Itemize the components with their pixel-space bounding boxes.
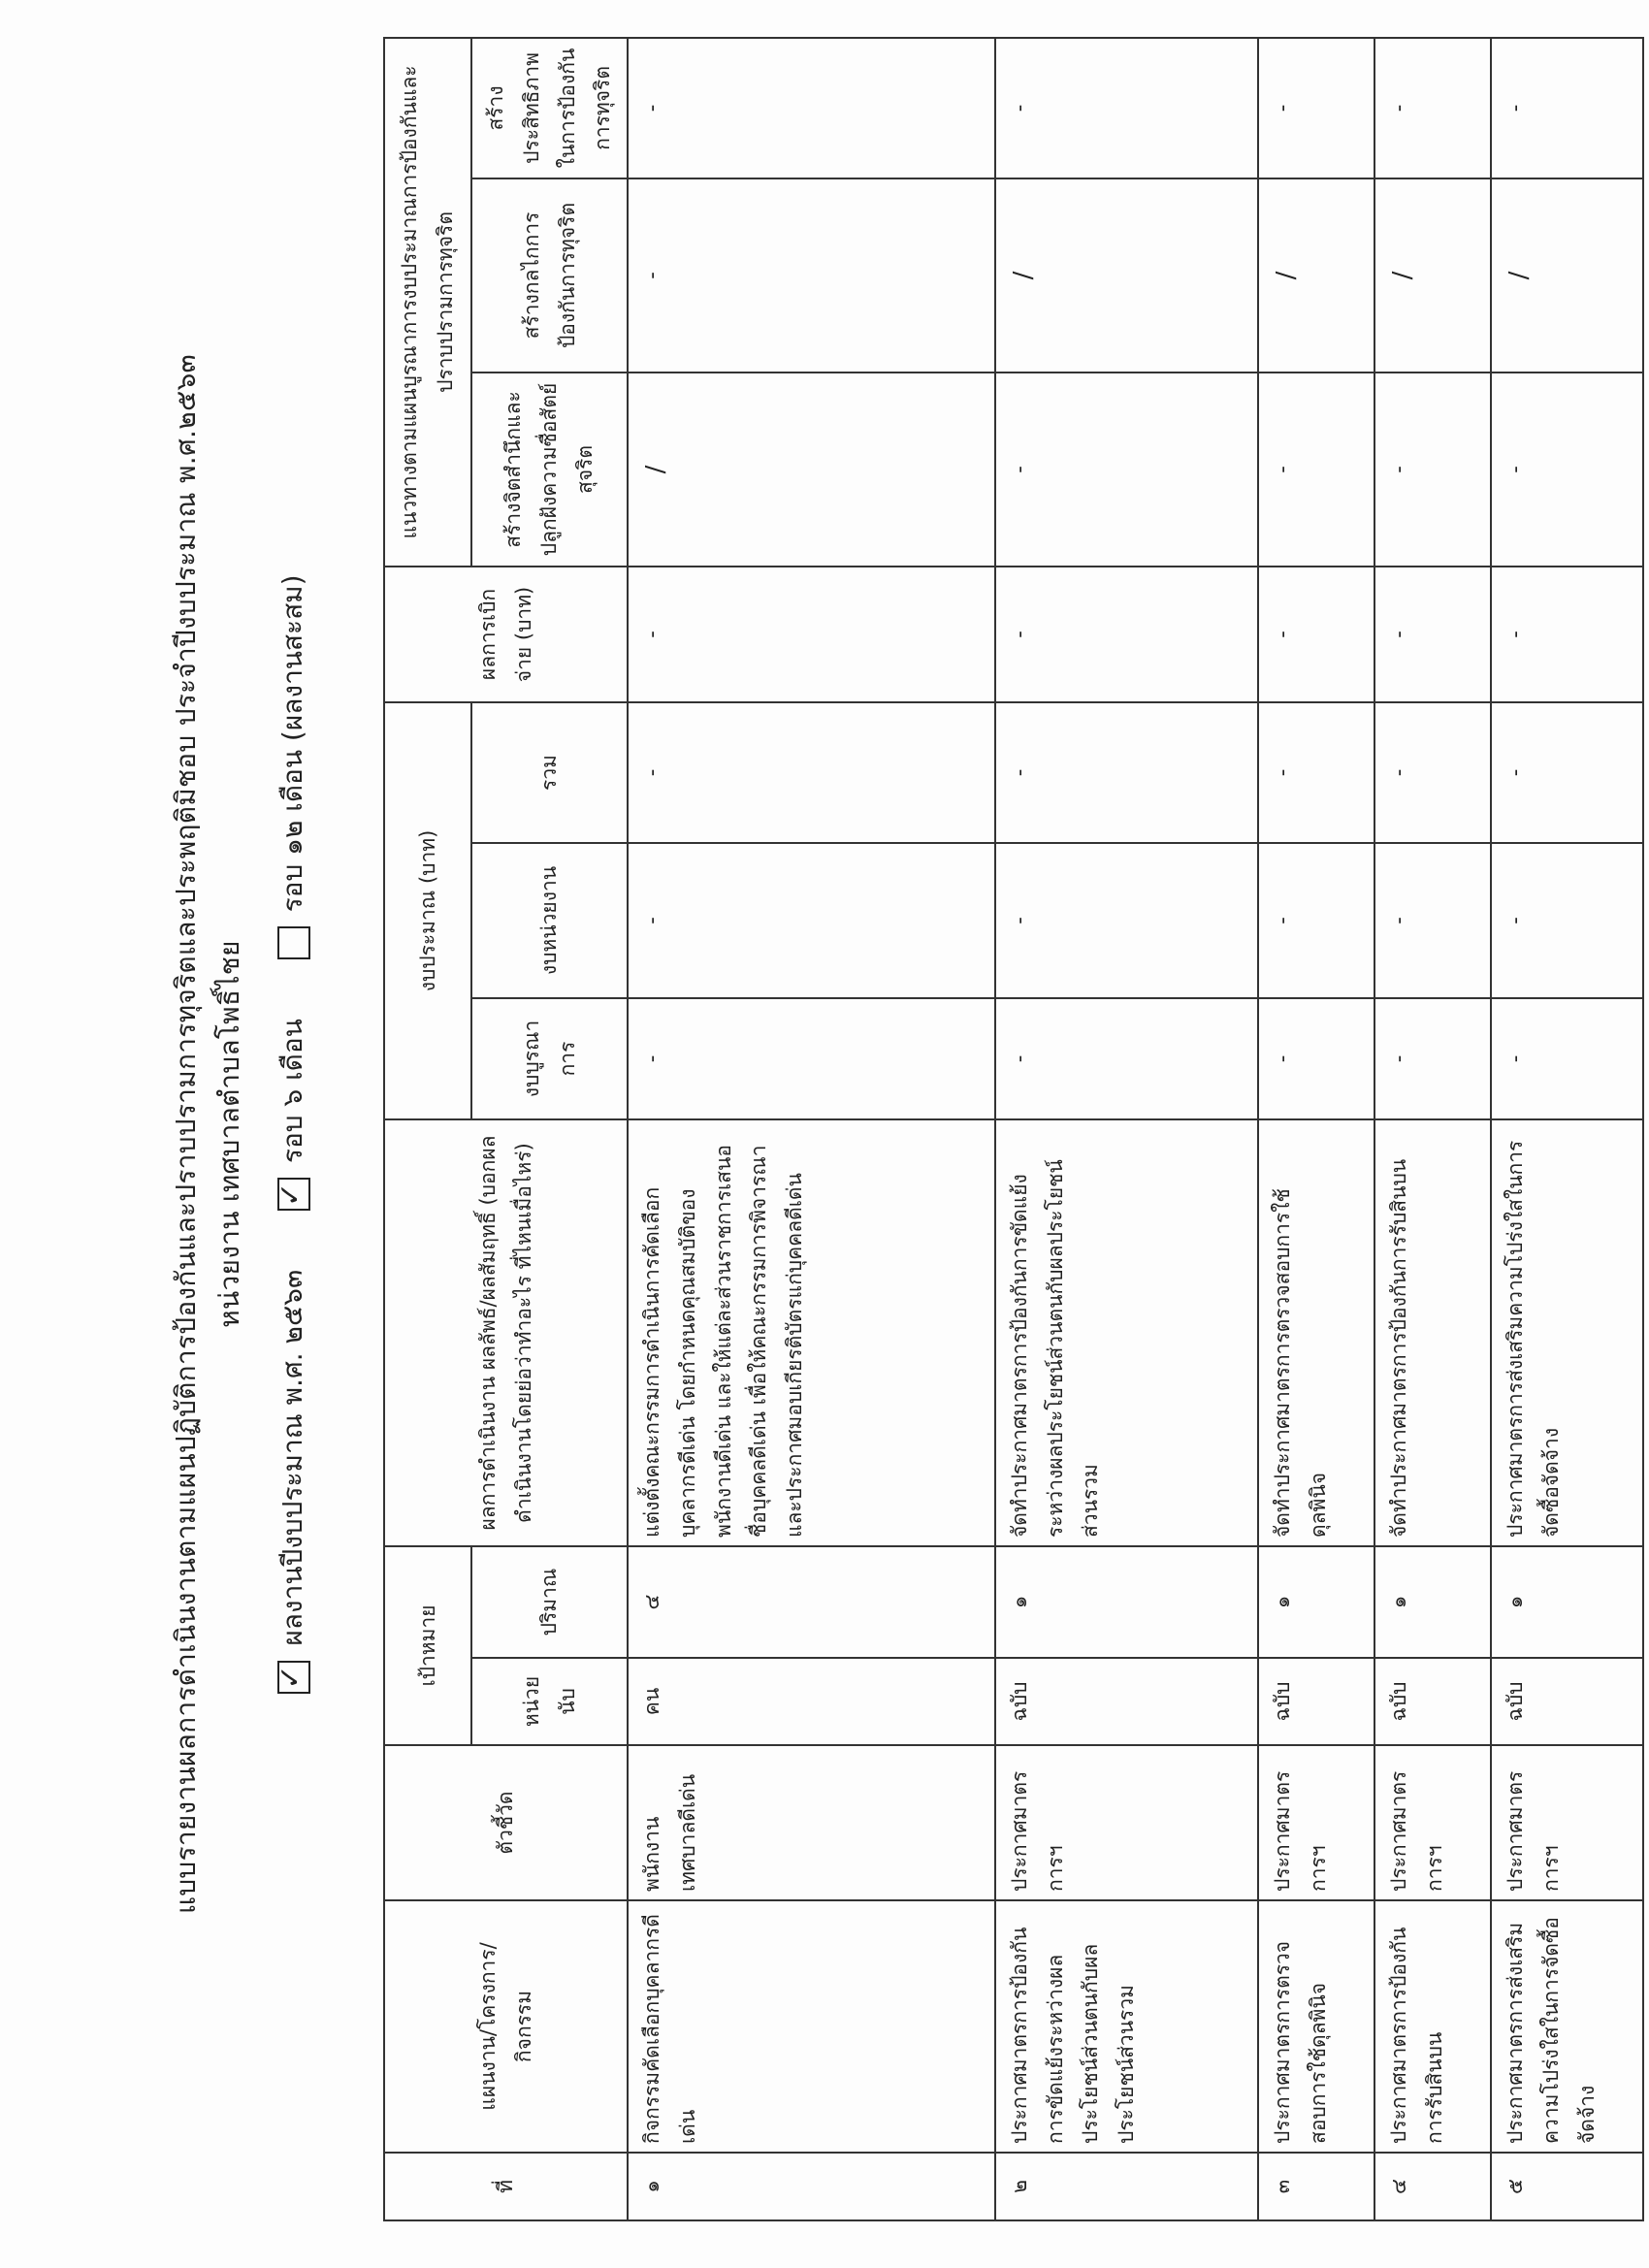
table-row [995,38,1258,2220]
cell-plan: ประกาศมาตรการตรวจสอบการใช้ดุลพินิจ [1258,1900,1374,2153]
cell-disbursed: - [1258,567,1374,702]
cell-guideline-2: / [1491,178,1643,373]
cell-budget-admin: - [1258,998,1374,1119]
cell-guideline-1: / [628,373,995,567]
report-period-options [272,0,314,2268]
checkbox-checked-icon [277,1178,310,1211]
header-budget: งบประมาณ (บาท) [384,702,471,1119]
cell-quantity: ๑ [995,1546,1258,1658]
cell-no: ๓ [1258,2153,1374,2220]
header-guideline-1: สร้างจิตสำนึกและปลูกฝังความซื่อสัตย์สุจริต [471,373,628,567]
cell-budget-admin: - [1374,998,1491,1119]
cell-no: ๕ [1491,2153,1643,2220]
cell-result: จัดทำประกาศมาตรการป้องกันการรับสินบน [1374,1119,1491,1546]
cell-guideline-2: - [628,178,995,373]
cell-guideline-1: - [1491,373,1643,567]
cell-budget-total: - [995,702,1258,843]
cell-guideline-2: / [1258,178,1374,373]
cell-unit: ฉบับ [1374,1658,1491,1745]
cell-result: แต่งตั้งคณะกรรมการดำเนินการคัดเลือกบุคลากรดีเด่น โดยกำหนดคุณสมบัติของพนักงานดีเด่น และให้แต่ละส่วนราชการเสนอชื่อบุคคลดีเด่น เพื่อให้คณะกรรมการพิจารณา และประกาศมอบเกียรติบัตรแก่บุคคลดีเด่น [628,1119,995,1546]
cell-unit: ฉบับ [1258,1658,1374,1745]
cell-guideline-3: - [1491,38,1643,178]
cell-indicator: พนักงานเทศบาลดีเด่น [628,1745,995,1900]
header-budget-unit: งบหน่วยงาน [471,843,628,998]
cell-budget-unit: - [1258,843,1374,998]
cell-budget-total: - [1491,702,1643,843]
cell-plan: ประกาศมาตรการป้องกันการขัดแย้งระหว่างผลประโยชน์ส่วนตนกับผลประโยชน์ส่วนรวม [995,1900,1258,2153]
option-12-months [272,574,314,959]
cell-unit: ฉบับ [1491,1658,1643,1745]
cell-disbursed: - [1491,567,1643,702]
header-disbursed: ผลการเบิกจ่าย (บาท) [384,567,628,702]
cell-budget-unit: - [628,843,995,998]
cell-result: จัดทำประกาศมาตรการป้องกันการขัดแย้งระหว่างผลประโยชน์ส่วนตนกับผลประโยชน์ส่วนรวม [995,1119,1258,1546]
cell-result: ประกาศมาตรการส่งเสริมความโปร่งใสในการจัดซื้อจัดจ้าง [1491,1119,1643,1546]
cell-no: ๑ [628,2153,995,2220]
header-result: ผลการดำเนินงาน ผลลัพธ์/ผลสัมฤทธิ์ (บอกผลดำเนินงานโดยย่อว่าทำอะไร ที่ไหนเมื่อไหร่) [384,1119,628,1546]
cell-indicator: ประกาศมาตรการฯ [1258,1745,1374,1900]
header-guideline-2: สร้างกลไกการป้องกันการทุจริต [471,178,628,373]
cell-quantity: ๑ [1491,1546,1643,1658]
cell-budget-admin: - [1491,998,1643,1119]
cell-indicator: ประกาศมาตรการฯ [995,1745,1258,1900]
agency-name: หน่วยงาน เทศบาลตำบลโพธิ์ไชย [213,940,245,1328]
cell-plan: กิจกรรมคัดเลือกบุคลากรดีเด่น [628,1900,995,2153]
cell-unit: ฉบับ [995,1658,1258,1745]
cell-budget-total: - [1258,702,1374,843]
table-row [1258,38,1374,2220]
table-row [628,38,995,2220]
header-unit: หน่วยนับ [471,1658,628,1745]
cell-guideline-3: - [628,38,995,178]
cell-quantity: ๔ [628,1546,995,1658]
cell-guideline-3: - [995,38,1258,178]
header-target: เป้าหมาย [384,1546,471,1745]
table-row [1374,38,1491,2220]
checkbox-empty-icon [277,926,310,959]
cell-guideline-3: - [1258,38,1374,178]
cell-budget-unit: - [995,843,1258,998]
header-indicator: ตัวชี้วัด [384,1745,628,1900]
option-label: รอบ ๖ เดือน [276,1019,308,1164]
cell-indicator: ประกาศมาตรการฯ [1491,1745,1643,1900]
cell-guideline-3: - [1374,38,1491,178]
cell-guideline-2: / [995,178,1258,373]
header-no: ที่ [384,2153,628,2220]
cell-indicator: ประกาศมาตรการฯ [1374,1745,1491,1900]
cell-result: จัดทำประกาศมาตรการตรวจสอบการใช้ดุลพินิจ [1258,1119,1374,1546]
header-plan: แผนงาน/โครงการ/กิจกรรม [384,1900,628,2153]
cell-no: ๔ [1374,2153,1491,2220]
cell-guideline-1: - [1258,373,1374,567]
cell-guideline-1: - [1374,373,1491,567]
cell-disbursed: - [995,567,1258,702]
report-title: แบบรายงานผลการดำเนินงานตามแผนปฏิบัติการป้องกันและปราบปรามการทุจริตและประพฤติมิชอบ ประจำปีงบประมาณ พ.ศ.๒๕๖๓ [170,354,202,1915]
cell-no: ๒ [995,2153,1258,2220]
cell-plan: ประกาศมาตรการส่งเสริมความโปร่งใสในการจัดซื้อจัดจ้าง [1491,1900,1643,2153]
header-guideline-3: สร้างประสิทธิภาพในการป้องกันการทุจริต [471,38,628,178]
cell-unit: คน [628,1658,995,1745]
header-budget-total: รวม [471,702,628,843]
cell-budget-unit: - [1491,843,1643,998]
cell-disbursed: - [1374,567,1491,702]
cell-quantity: ๑ [1374,1546,1491,1658]
cell-budget-total: - [1374,702,1491,843]
checkbox-checked-icon [277,1661,310,1694]
cell-disbursed: - [628,567,995,702]
cell-budget-unit: - [1374,843,1491,998]
cell-quantity: ๑ [1258,1546,1374,1658]
cell-plan: ประกาศมาตรการป้องกันการรับสินบน [1374,1900,1491,2153]
cell-budget-total: - [628,702,995,843]
header-budget-admin: งบบูรณาการ [471,998,628,1119]
option-6-months [272,1019,314,1211]
cell-guideline-1: - [995,373,1258,567]
report-table [383,37,1644,2221]
cell-guideline-2: / [1374,178,1491,373]
cell-budget-admin: - [995,998,1258,1119]
option-label: รอบ ๑๒ เดือน (ผลงานสะสม) [276,574,308,913]
header-quantity: ปริมาณ [471,1546,628,1658]
cell-budget-admin: - [628,998,995,1119]
option-fiscal-year [272,1270,314,1694]
header-guideline: แนวทางตามแผนบูรณาการงบประมาณการป้องกันและปราบปรามการทุจริต [384,38,471,567]
table-row [1491,38,1643,2220]
option-label: ผลงานปีงบประมาณ พ.ศ. ๒๕๖๓ [276,1269,308,1646]
